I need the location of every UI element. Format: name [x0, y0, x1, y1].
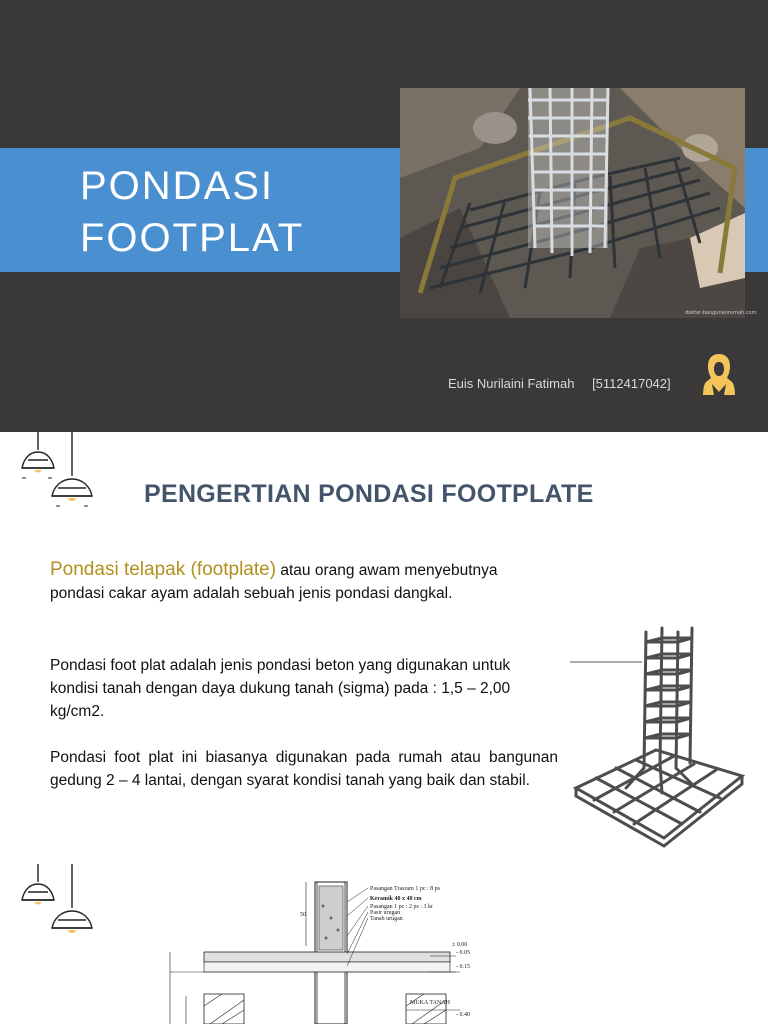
- label-pasir: Pasir urugan: [370, 910, 401, 916]
- level-040: - 0.40: [456, 1012, 470, 1018]
- paragraph-lead: Pondasi telapak (footplate): [50, 559, 277, 580]
- author-id: [5112417042]: [592, 376, 671, 391]
- cover-title-line1: PONDASI: [80, 164, 275, 208]
- label-pasangan: Pasangan 1 pc : 2 ps : 3 kr: [370, 904, 433, 910]
- level-000: ± 0.00: [452, 942, 468, 948]
- level-015: - 0.15: [456, 964, 470, 970]
- hanging-lamp-icon: [14, 864, 100, 948]
- hanging-lamp-icon: [14, 432, 100, 516]
- level-005: - 0.05: [456, 950, 470, 956]
- content-slide: [0, 432, 768, 1024]
- author-line: [448, 376, 671, 391]
- section-heading: PENGERTIAN PONDASI FOOTPLATE: [144, 480, 594, 508]
- dimension-label: 50: [300, 912, 306, 918]
- paragraph-usage: Pondasi foot plat ini biasanya digunakan pada rumah atau bangunan gedung 2 – 4 lantai, dengan syarat kondisi tanah yang baik dan stabil.: [50, 749, 558, 789]
- footplate-rebar-diagram: [566, 628, 746, 858]
- label-muka-tanah: MUKA TANAH: [410, 1000, 450, 1006]
- label-trasram: Pasangan Trasram 1 pc : 8 ps: [370, 886, 440, 892]
- cover-title: [80, 160, 304, 264]
- label-keramik: Keramik 40 x 40 cm: [370, 896, 422, 902]
- cover-title-line2: FOOTPLAT: [80, 216, 305, 260]
- person-icon: [702, 352, 736, 396]
- paragraph-definition: [50, 558, 550, 605]
- rebar-photo: [400, 88, 757, 318]
- paragraph-soil-capacity: Pondasi foot plat adalah jenis pondasi beton yang digunakan untuk kondisi tanah dengan daya dukung tanah (sigma) pada : 1,5 – 2,00 kg/cm2.: [50, 657, 511, 720]
- photo-watermark: dokter-bangunanrumah.com: [685, 310, 757, 316]
- author-name: Euis Nurilaini Fatimah: [448, 376, 575, 391]
- paragraph-definition-text: atau orang awam menyebutnya pondasi cakar ayam adalah sebuah jenis pondasi dangkal.: [50, 562, 498, 602]
- label-tanah: Tanah urugan: [370, 916, 403, 922]
- cover-slide: [0, 0, 768, 432]
- footplate-section-drawing: [160, 876, 490, 1024]
